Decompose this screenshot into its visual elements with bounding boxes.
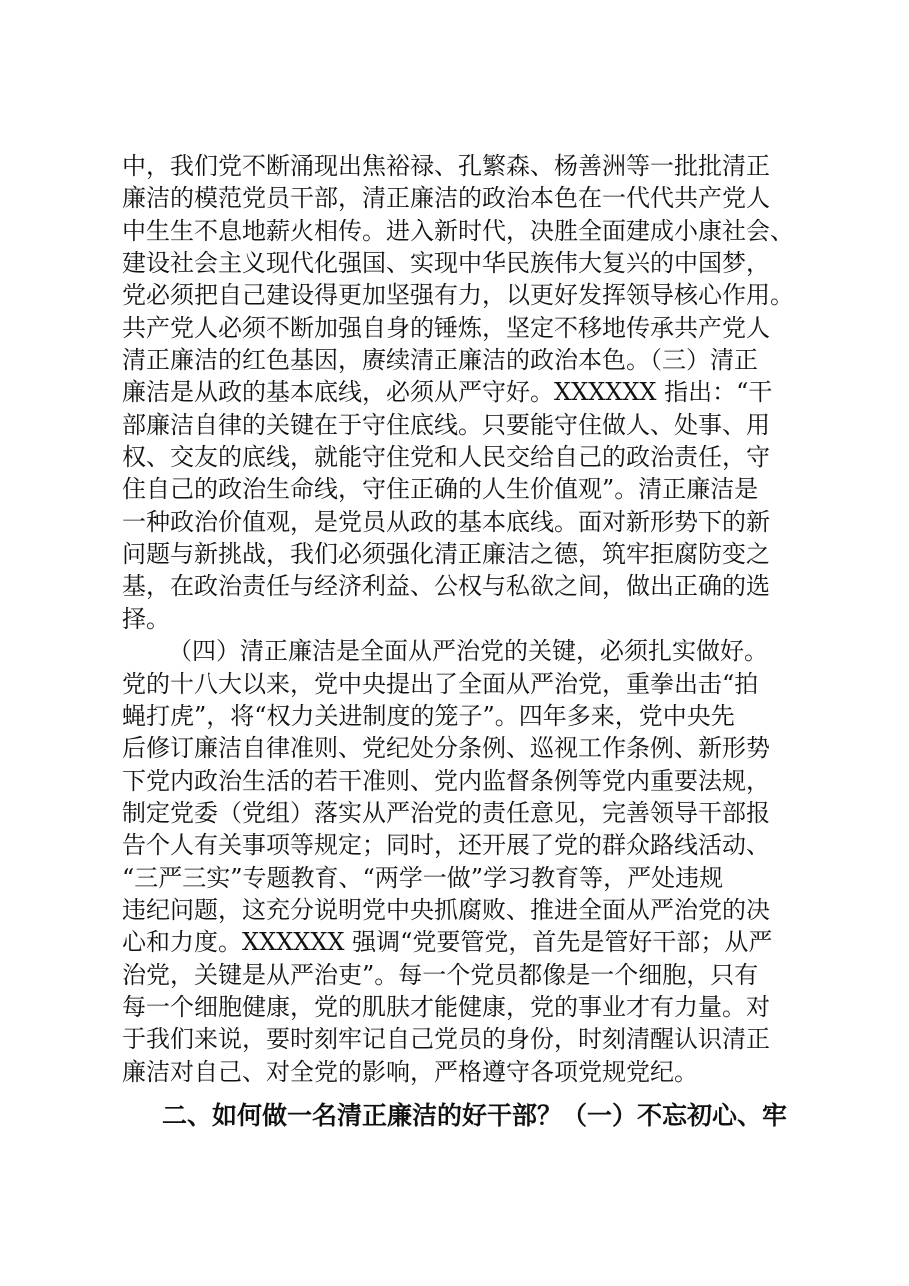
text-line: 权、交友的底线，就能守住党和人民交给自己的政治责任，守 bbox=[122, 443, 770, 472]
section-heading: 二、如何做一名清正廉洁的好干部？（一）不忘初心、牢 bbox=[162, 1100, 788, 1130]
document-body bbox=[122, 150, 812, 1136]
text-line: “三严三实”专题教育、“两学一做”学习教育等，严处违规 bbox=[122, 863, 724, 892]
text-line: 蝇打虎”，将“权力关进制度的笼子”。四年多来，党中央先 bbox=[122, 701, 735, 730]
text-line: 心和力度。XXXXXX 强调“党要管党，首先是管好干部；从严 bbox=[122, 928, 773, 957]
paragraph-start-line: （四）清正廉洁是全面从严治党的关键，必须扎实做好。 bbox=[168, 637, 768, 666]
text-line: 廉洁对自己、对全党的影响，严格遵守各项党规党纪。 bbox=[122, 1057, 698, 1086]
text-line: 择。 bbox=[122, 604, 170, 633]
text-line: 一种政治价值观，是党员从政的基本底线。面对新形势下的新 bbox=[122, 507, 770, 536]
text-line: 住自己的政治生命线，守住正确的人生价值观”。清正廉洁是 bbox=[122, 475, 759, 504]
text-line: 违纪问题，这充分说明党中央抓腐败、推进全面从严治党的决 bbox=[122, 895, 770, 924]
text-line: 部廉洁自律的关键在于守住底线。只要能守住做人、处事、用 bbox=[122, 410, 770, 439]
text-line: 问题与新挑战，我们必须强化清正廉洁之德，筑牢拒腐防变之 bbox=[122, 540, 770, 569]
text-line: 基，在政治责任与经济利益、公权与私欲之间，做出正确的选 bbox=[122, 572, 770, 601]
text-line: 党必须把自己建设得更加坚强有力，以更好发挥领导核心作用。 bbox=[122, 281, 794, 310]
text-line: 中，我们党不断涌现出焦裕禄、孔繁森、杨善洲等一批批清正 bbox=[122, 152, 770, 180]
text-line: 治党，关键是从严治吏”。每一个党员都像是一个细胞，只有 bbox=[122, 960, 759, 989]
text-line: 于我们来说，要时刻牢记自己党员的身份，时刻清醒认识清正 bbox=[122, 1025, 770, 1054]
text-line: 制定党委（党组）落实从严治党的责任意见，完善领导干部报 bbox=[122, 798, 770, 827]
text-line: 清正廉洁的红色基因，赓续清正廉洁的政治本色。（三）清正 bbox=[122, 346, 758, 375]
text-line: 共产党人必须不断加强自身的锤炼，坚定不移地传承共产党人 bbox=[122, 313, 770, 342]
text-line: 下党内政治生活的若干准则、党内监督条例等党内重要法规， bbox=[122, 766, 770, 795]
text-line: 党的十八大以来，党中央提出了全面从严治党，重拳出击“拍 bbox=[122, 669, 759, 698]
text-line: 廉洁是从政的基本底线，必须从严守好。XXXXXX 指出：“干 bbox=[122, 378, 773, 407]
text-line: 廉洁的模范党员干部，清正廉洁的政治本色在一代代共产党人 bbox=[122, 184, 770, 213]
text-line: 告个人有关事项等规定；同时，还开展了党的群众路线活动、 bbox=[122, 831, 770, 860]
text-line: 每一个细胞健康，党的肌肤才能健康，党的事业才有力量。对 bbox=[122, 992, 770, 1021]
text-line: 后修订廉洁自律准则、党纪处分条例、巡视工作条例、新形势 bbox=[122, 734, 770, 763]
text-line: 建设社会主义现代化强国、实现中华民族伟大复兴的中国梦， bbox=[122, 249, 770, 278]
text-line: 中生生不息地薪火相传。进入新时代，决胜全面建成小康社会、 bbox=[122, 216, 794, 245]
